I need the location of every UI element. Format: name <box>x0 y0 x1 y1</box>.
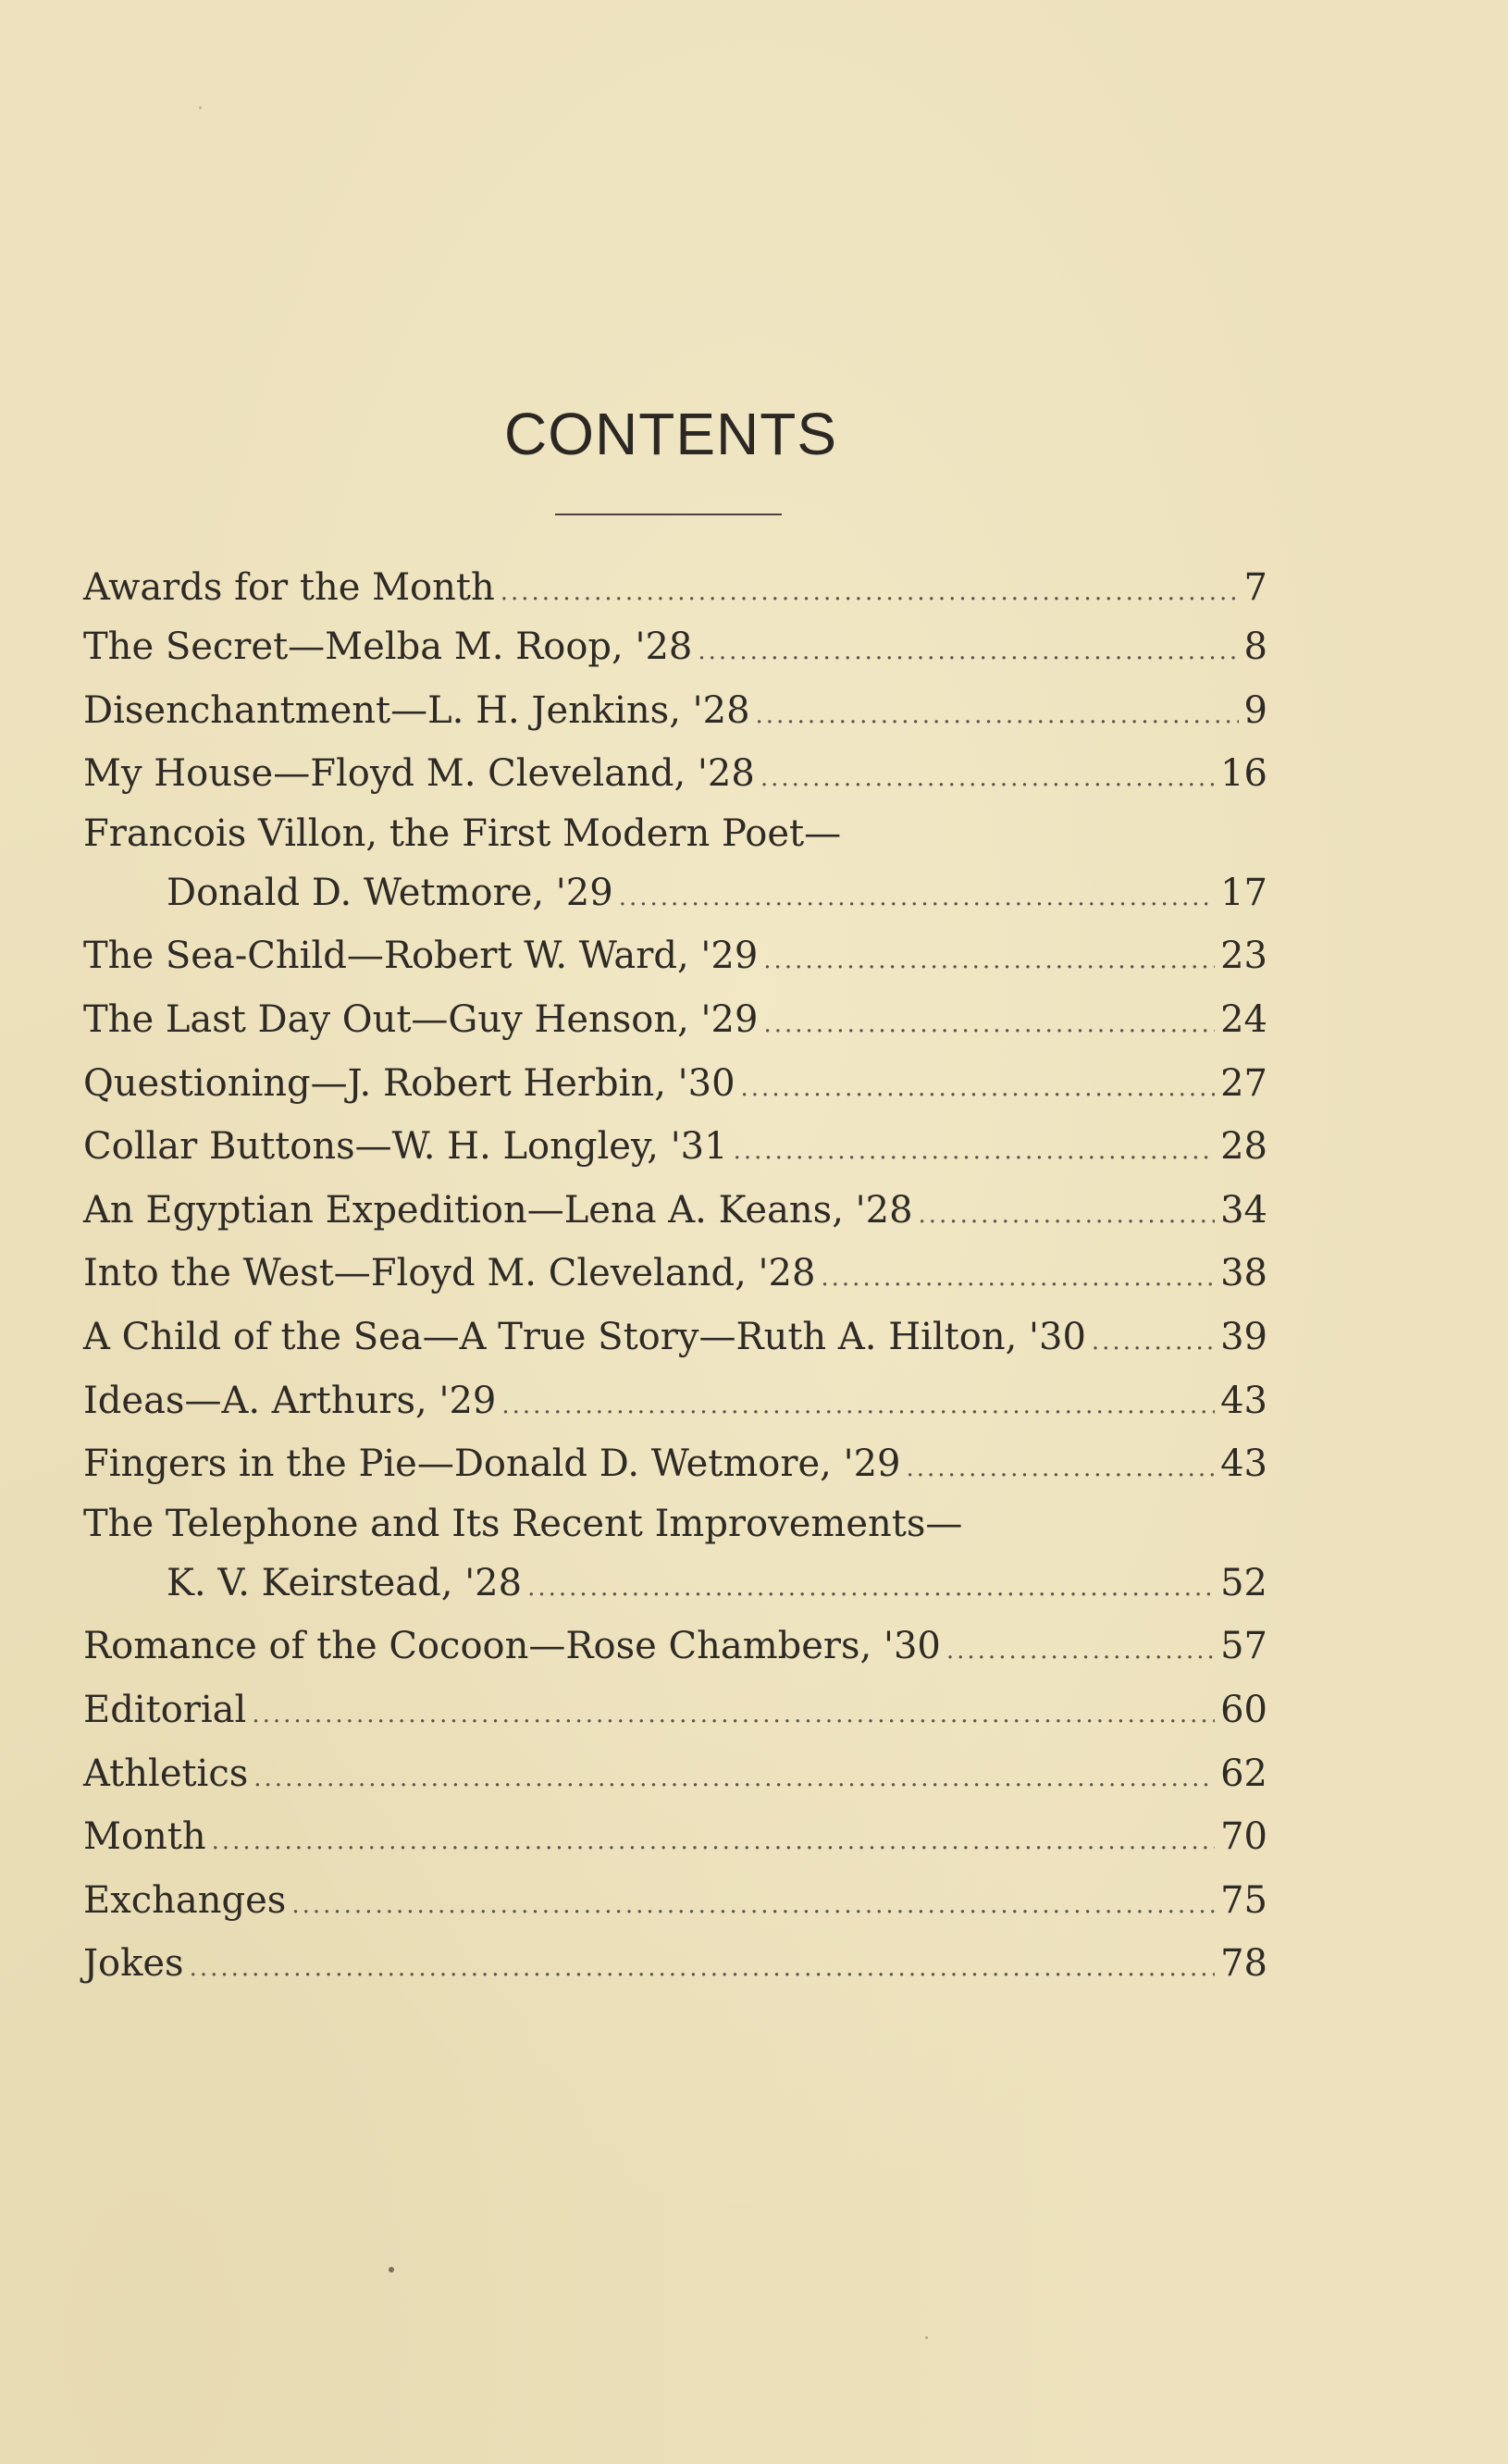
table-of-contents <box>83 560 1267 1996</box>
toc-entry-title: Disenchantment—L. H. Jenkins, '28 <box>83 688 750 732</box>
toc-entry[interactable] <box>83 1242 1267 1306</box>
toc-entry-page: 23 <box>1220 935 1267 978</box>
toc-entry[interactable] <box>83 1052 1267 1116</box>
toc-entry-page: 24 <box>1220 997 1267 1041</box>
toc-entry[interactable] <box>83 1306 1267 1369</box>
toc-entry-title: Collar Buttons—W. H. Longley, '31 <box>83 1125 728 1169</box>
toc-entry-title: Fingers in the Pie—Donald D. Wetmore, '29 <box>83 1442 901 1486</box>
toc-entry-page: 16 <box>1220 752 1267 796</box>
dot-leader <box>756 684 1239 748</box>
toc-entry[interactable] <box>83 679 1267 743</box>
toc-entry-page: 38 <box>1220 1252 1267 1295</box>
dot-leader <box>190 1937 1216 2000</box>
toc-entry[interactable] <box>83 1742 1267 1806</box>
paper-speck <box>389 2267 394 2272</box>
toc-entry[interactable] <box>83 1678 1267 1742</box>
toc-entry-page: 8 <box>1243 625 1267 668</box>
toc-entry[interactable] <box>83 1179 1267 1243</box>
toc-entry-page: 52 <box>1220 1561 1267 1604</box>
toc-entry-title: My House—Floyd M. Cleveland, '28 <box>83 752 755 796</box>
toc-entry-page: 27 <box>1220 1061 1267 1105</box>
toc-entry-page: 78 <box>1220 1942 1267 1986</box>
toc-entry-title: Athletics <box>83 1752 249 1795</box>
toc-entry-page: 75 <box>1220 1878 1267 1922</box>
toc-entry[interactable] <box>83 806 1267 925</box>
toc-entry[interactable] <box>83 742 1267 806</box>
dot-leader <box>501 1374 1215 1438</box>
toc-entry-title: An Egyptian Expedition—Lena A. Keans, '28 <box>83 1188 913 1232</box>
toc-entry-page: 43 <box>1220 1442 1267 1486</box>
toc-entry-page: 17 <box>1220 871 1267 914</box>
dot-leader <box>821 1246 1215 1310</box>
toc-entry-page: 7 <box>1243 566 1267 609</box>
dot-leader <box>252 1683 1215 1747</box>
toc-entry-title: Ideas—A. Arthurs, '29 <box>83 1379 497 1422</box>
toc-entry[interactable] <box>83 1432 1267 1496</box>
toc-entry-title: Questioning—J. Robert Herbin, '30 <box>83 1061 735 1105</box>
toc-entry[interactable] <box>83 1115 1267 1179</box>
toc-entry-page: 43 <box>1220 1379 1267 1422</box>
title-rule <box>555 514 782 515</box>
toc-entry-title: Editorial <box>83 1688 247 1731</box>
toc-entry[interactable] <box>83 1869 1267 1933</box>
toc-entry-title: Francois Villon, the First Modern Poet— <box>83 811 842 855</box>
dot-leader <box>760 747 1215 811</box>
dot-leader <box>1092 1310 1215 1374</box>
toc-entry-subtitle: Donald D. Wetmore, '29 <box>167 871 613 914</box>
page-title: CONTENTS <box>504 401 837 467</box>
toc-entry[interactable] <box>83 1615 1267 1678</box>
dot-leader <box>907 1437 1216 1501</box>
toc-entry[interactable] <box>83 560 1267 615</box>
toc-entry-title: The Sea-Child—Robert W. Ward, '29 <box>83 935 759 978</box>
dot-leader <box>253 1747 1215 1811</box>
dot-leader <box>919 1183 1216 1247</box>
toc-entry-title: The Secret—Melba M. Roop, '28 <box>83 625 693 668</box>
dot-leader <box>763 993 1215 1057</box>
dot-leader <box>212 1810 1215 1874</box>
toc-entry-subtitle: K. V. Keirstead, '28 <box>167 1561 523 1604</box>
dot-leader <box>501 564 1239 620</box>
toc-entry-page: 9 <box>1243 688 1267 732</box>
toc-entry[interactable] <box>83 924 1267 988</box>
toc-entry-title: Month <box>83 1815 206 1859</box>
toc-entry-page: 34 <box>1220 1188 1267 1232</box>
dot-leader <box>734 1120 1216 1183</box>
toc-entry[interactable] <box>83 1805 1267 1869</box>
dot-leader <box>741 1057 1216 1121</box>
toc-entry-page: 28 <box>1220 1125 1267 1169</box>
dot-leader <box>527 1556 1215 1620</box>
paper-speck <box>925 2336 928 2339</box>
toc-entry-page: 60 <box>1220 1688 1267 1731</box>
toc-entry-title: The Last Day Out—Guy Henson, '29 <box>83 997 759 1041</box>
toc-entry[interactable] <box>83 615 1267 679</box>
toc-entry-title: The Telephone and Its Recent Improvements— <box>83 1502 963 1545</box>
toc-entry-title: A Child of the Sea—A True Story—Ruth A. Hilton, '30 <box>83 1315 1086 1358</box>
toc-entry-title: Jokes <box>83 1942 184 1986</box>
dot-leader <box>291 1874 1215 1938</box>
toc-entry[interactable] <box>83 988 1267 1052</box>
toc-entry-title: Romance of the Cocoon—Rose Chambers, '30 <box>83 1625 941 1668</box>
toc-entry[interactable] <box>83 1932 1267 1996</box>
toc-entry[interactable] <box>83 1496 1267 1616</box>
toc-entry[interactable] <box>83 1369 1267 1433</box>
dot-leader <box>763 929 1215 993</box>
toc-entry-page: 62 <box>1220 1752 1267 1795</box>
dot-leader <box>946 1619 1215 1683</box>
toc-entry-title: Exchanges <box>83 1878 287 1922</box>
toc-entry-page: 70 <box>1220 1815 1267 1859</box>
toc-entry-page: 39 <box>1220 1315 1267 1358</box>
paper-speck <box>199 106 202 109</box>
dot-leader <box>619 866 1215 930</box>
dot-leader <box>698 620 1238 684</box>
toc-entry-title: Into the West—Floyd M. Cleveland, '28 <box>83 1252 816 1295</box>
toc-entry-title: Awards for the Month <box>83 566 495 609</box>
toc-entry-page: 57 <box>1220 1625 1267 1668</box>
